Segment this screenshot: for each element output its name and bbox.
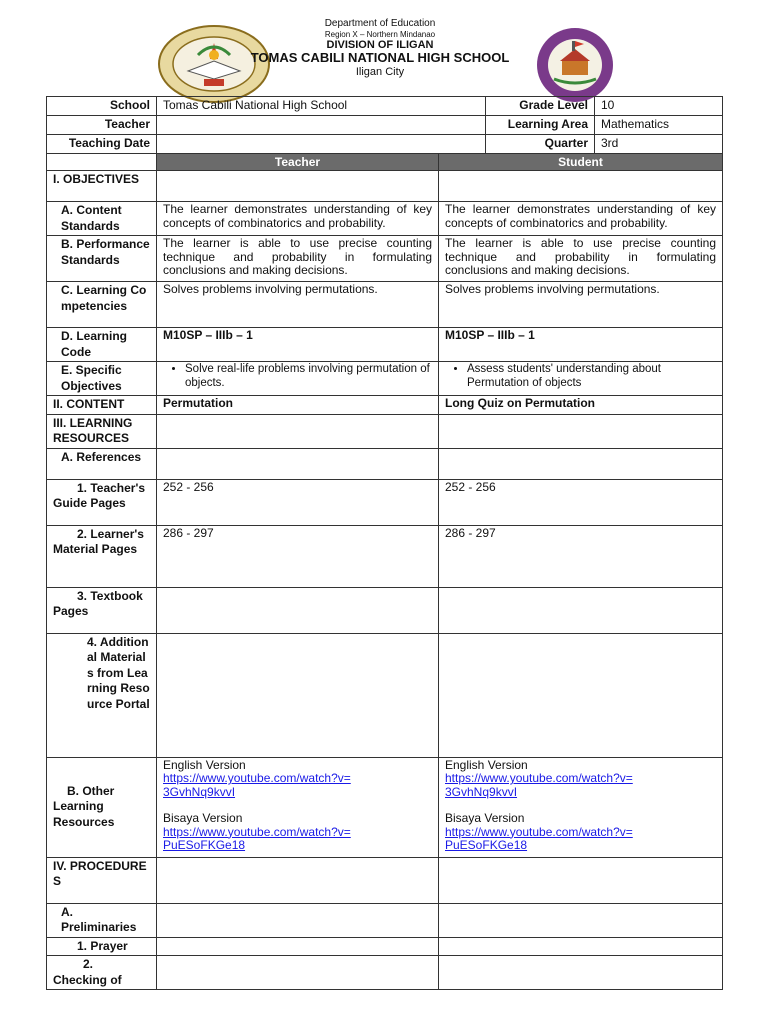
bisaya-version-label: Bisaya Version [445, 811, 525, 825]
row-label: B. Other Learning Resources [47, 757, 157, 857]
student-cell[interactable] [439, 362, 723, 396]
objective-bullet: • Assess students' understanding about Permutation of objects [467, 363, 716, 390]
department-name: Department of Education [324, 18, 436, 29]
table-row [47, 236, 723, 282]
table-row [47, 956, 723, 990]
student-cell[interactable]: 252 - 256 [439, 479, 723, 525]
quarter-label: Quarter [486, 135, 595, 154]
student-cell[interactable]: Long Quiz on Permutation [439, 396, 723, 415]
table-row [47, 202, 723, 236]
row-label: 1. Teacher's Guide Pages [47, 479, 157, 525]
table-row [47, 857, 723, 903]
row-label: 1. Prayer [47, 937, 157, 956]
teacher-cell[interactable]: The learner is able to use precise counting technique and probability in formulating conclusions and making decisions. [157, 236, 439, 282]
teacher-cell[interactable]: M10SP – IIIb – 1 [157, 328, 439, 362]
learning-area-value[interactable]: Mathematics [595, 116, 723, 135]
school-value[interactable]: Tomas Cabili National High School [157, 97, 486, 116]
row-label: I. OBJECTIVES [47, 171, 157, 202]
table-row [47, 282, 723, 328]
table-row [47, 587, 723, 633]
bisaya-video-link[interactable]: https://www.youtube.com/watch?v=PuESoFKGe18 [163, 824, 351, 852]
bisaya-video-link[interactable]: https://www.youtube.com/watch?v=PuESoFKGe18 [445, 824, 633, 852]
objective-bullet: • Solve real-life problems involving permutation of objects. [185, 363, 432, 390]
city-name: Iligan City [355, 66, 405, 79]
row-label: III. LEARNING RESOURCES [47, 414, 157, 448]
row-label: 2. Checking of [47, 956, 157, 990]
student-cell[interactable] [439, 903, 723, 937]
teacher-cell[interactable] [157, 937, 439, 956]
bisaya-version-label: Bisaya Version [163, 811, 243, 825]
column-header-row [47, 154, 723, 171]
row-label: 3. Textbook Pages [47, 587, 157, 633]
row-label: 4. Additional Materials from Learning Resource Portal [47, 633, 157, 757]
region-name: Region X – Northern Mindanao [324, 29, 436, 39]
student-cell[interactable] [439, 171, 723, 202]
student-cell[interactable] [439, 956, 723, 990]
row-label: A. Content Standards [47, 202, 157, 236]
student-cell[interactable]: Solves problems involving permutations. [439, 282, 723, 328]
teaching-date-label: Teaching Date [47, 135, 157, 154]
teacher-cell[interactable] [157, 171, 439, 202]
date-row [47, 135, 723, 154]
table-row [47, 937, 723, 956]
table-row [47, 757, 723, 857]
row-label: IV. PROCEDURES [47, 857, 157, 903]
learning-area-label: Learning Area [486, 116, 595, 135]
student-cell[interactable]: The learner demonstrates understanding of key concepts of combinatorics and probability. [439, 202, 723, 236]
teacher-cell[interactable] [157, 633, 439, 757]
teacher-value[interactable] [157, 116, 486, 135]
teacher-cell[interactable] [157, 448, 439, 479]
table-row [47, 633, 723, 757]
teacher-column-header: Teacher [157, 154, 439, 171]
teacher-cell[interactable]: The learner demonstrates understanding of key concepts of combinatorics and probability. [157, 202, 439, 236]
student-cell[interactable]: The learner is able to use precise counting technique and probability in formulating conclusions and making decisions. [439, 236, 723, 282]
table-row [47, 903, 723, 937]
row-label: A. References [47, 448, 157, 479]
teacher-label: Teacher [47, 116, 157, 135]
row-label: B. Performance Standards [47, 236, 157, 282]
teacher-cell[interactable] [157, 362, 439, 396]
division-seal-logo [536, 27, 614, 103]
teacher-cell[interactable] [157, 414, 439, 448]
english-video-link[interactable]: https://www.youtube.com/watch?v=3GvhNq9kvvI [163, 771, 351, 799]
student-cell[interactable]: M10SP – IIIb – 1 [439, 328, 723, 362]
school-label: School [47, 97, 157, 116]
student-cell[interactable] [439, 857, 723, 903]
table-row [47, 328, 723, 362]
grade-label: Grade Level [486, 97, 595, 116]
division-name: DIVISION OF ILIGAN [326, 38, 434, 51]
row-label: C. Learning Competencies [47, 282, 157, 328]
quarter-value[interactable]: 3rd [595, 135, 723, 154]
grade-value[interactable]: 10 [595, 97, 723, 116]
student-cell[interactable] [439, 633, 723, 757]
english-version-label: English Version [445, 757, 528, 772]
student-cell[interactable] [439, 757, 723, 857]
student-cell[interactable] [439, 414, 723, 448]
letterhead [0, 0, 768, 100]
teacher-cell[interactable] [157, 857, 439, 903]
school-name: TOMAS CABILI NATIONAL HIGH SCHOOL [250, 50, 510, 66]
teacher-row [47, 116, 723, 135]
teacher-cell[interactable] [157, 757, 439, 857]
row-label: II. CONTENT [47, 396, 157, 415]
row-label: A. Preliminaries [47, 903, 157, 937]
teacher-cell[interactable] [157, 956, 439, 990]
table-row [47, 525, 723, 587]
table-row [47, 171, 723, 202]
student-cell[interactable] [439, 937, 723, 956]
teacher-cell[interactable]: Solves problems involving permutations. [157, 282, 439, 328]
student-cell[interactable] [439, 587, 723, 633]
student-column-header: Student [439, 154, 723, 171]
row-label: D. Learning Code [47, 328, 157, 362]
table-row [47, 362, 723, 396]
english-version-label: English Version [163, 757, 246, 772]
teacher-cell[interactable] [157, 587, 439, 633]
english-video-link[interactable]: https://www.youtube.com/watch?v=3GvhNq9kvvI [445, 771, 633, 799]
school-row [47, 97, 723, 116]
teacher-cell[interactable] [157, 903, 439, 937]
row-label: 2. Learner's Material Pages [47, 525, 157, 587]
table-row [47, 448, 723, 479]
table-row [47, 414, 723, 448]
teacher-cell[interactable]: 252 - 256 [157, 479, 439, 525]
student-cell[interactable]: 286 - 297 [439, 525, 723, 587]
row-label: E. Specific Objectives [47, 362, 157, 396]
teacher-cell[interactable]: Permutation [157, 396, 439, 415]
teacher-cell[interactable]: 286 - 297 [157, 525, 439, 587]
table-row [47, 479, 723, 525]
table-row [47, 396, 723, 415]
teaching-date-value[interactable] [157, 135, 486, 154]
lesson-plan-table [46, 96, 723, 990]
student-cell[interactable] [439, 448, 723, 479]
